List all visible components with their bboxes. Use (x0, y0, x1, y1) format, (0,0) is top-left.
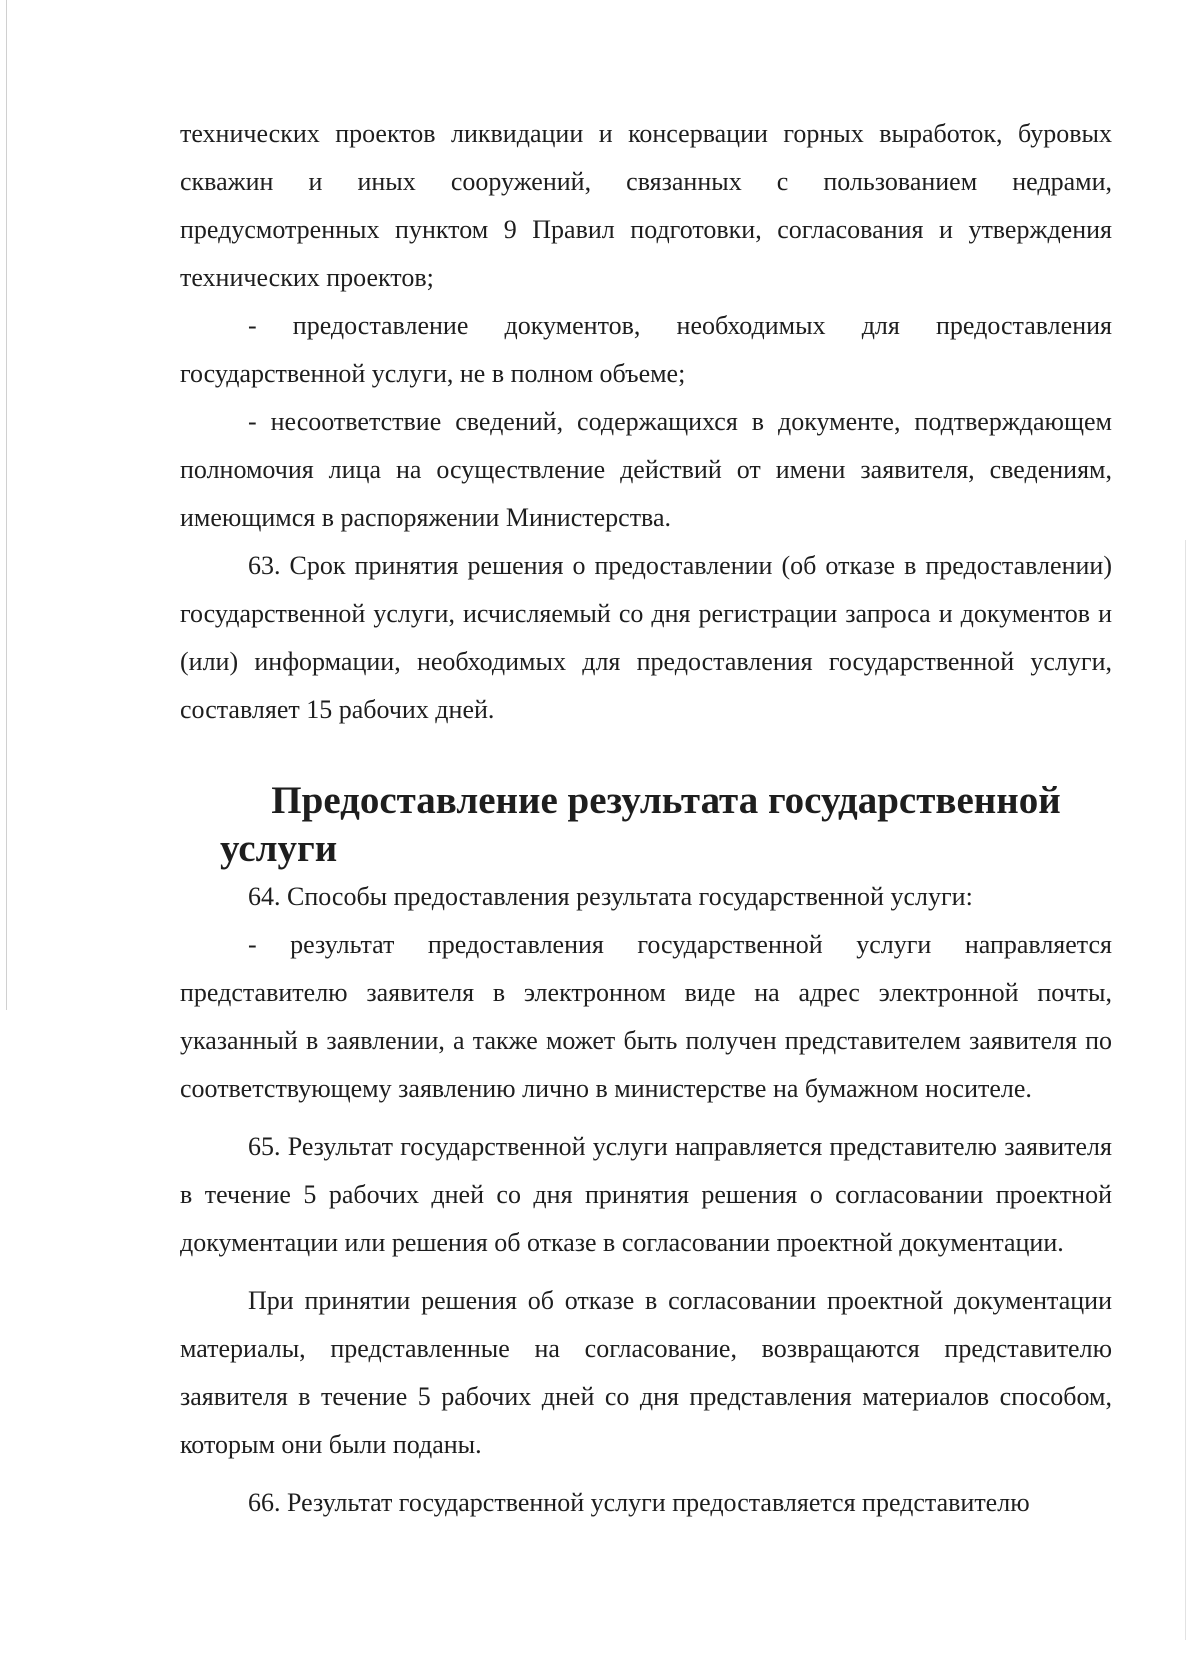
paragraph-refusal-return: При принятии решения об отказе в согласовании проектной документации материалы, представленные на согласование, возвращаются представителю заявителя в течение 5 рабочих дней со дня представления материалов способом, которым они были поданы. (180, 1286, 1112, 1459)
section-heading: Предоставление результата государственной услуги (220, 779, 1061, 870)
paragraph-result-methods: - результат предоставления государственной услуги направляется представителю заявителя в электронном виде на адрес электронной почты, указанный в заявлении, а также может быть получен представителем заявителя по соответствующему заявлению лично в министерстве на бумажном носителе. (180, 930, 1112, 1103)
paragraph-66: 66. Результат государственной услуги предоставляется представителю (248, 1488, 1030, 1517)
paragraph-64: 64. Способы предоставления результата государственной услуги: (248, 882, 973, 911)
paragraph-incomplete-documents: - предоставление документов, необходимых для предоставления государственной услуги, не в полном объеме; (180, 311, 1112, 388)
paragraph-continuation: технических проектов ликвидации и консервации горных выработок, буровых скважин и иных сооружений, связанных с пользованием недрами, предусмотренных пунктом 9 Правил подготовки, согласования и утверждения технических проектов; (180, 119, 1112, 292)
document-body (180, 110, 1112, 1527)
scan-edge-right (1185, 540, 1186, 1640)
paragraph-65: 65. Результат государственной услуги направляется представителю заявителя в течение 5 рабочих дней со дня принятия решения о согласовании проектной документации или решения об отказе в согласовании проектной документации. (180, 1132, 1112, 1257)
section-spacer (180, 734, 1112, 777)
paragraph-63: 63. Срок принятия решения о предоставлении (об отказе в предоставлении) государственной услуги, исчисляемый со дня регистрации запроса и документов и (или) информации, необходимых для предоставления государственной услуги, составляет 15 рабочих дней. (180, 551, 1112, 724)
paragraph-inconsistent-info: - несоответствие сведений, содержащихся в документе, подтверждающем полномочия лица на осуществление действий от имени заявителя, сведениям, имеющимся в распоряжении Министерства. (180, 407, 1112, 532)
scan-edge-left (6, 0, 7, 1010)
